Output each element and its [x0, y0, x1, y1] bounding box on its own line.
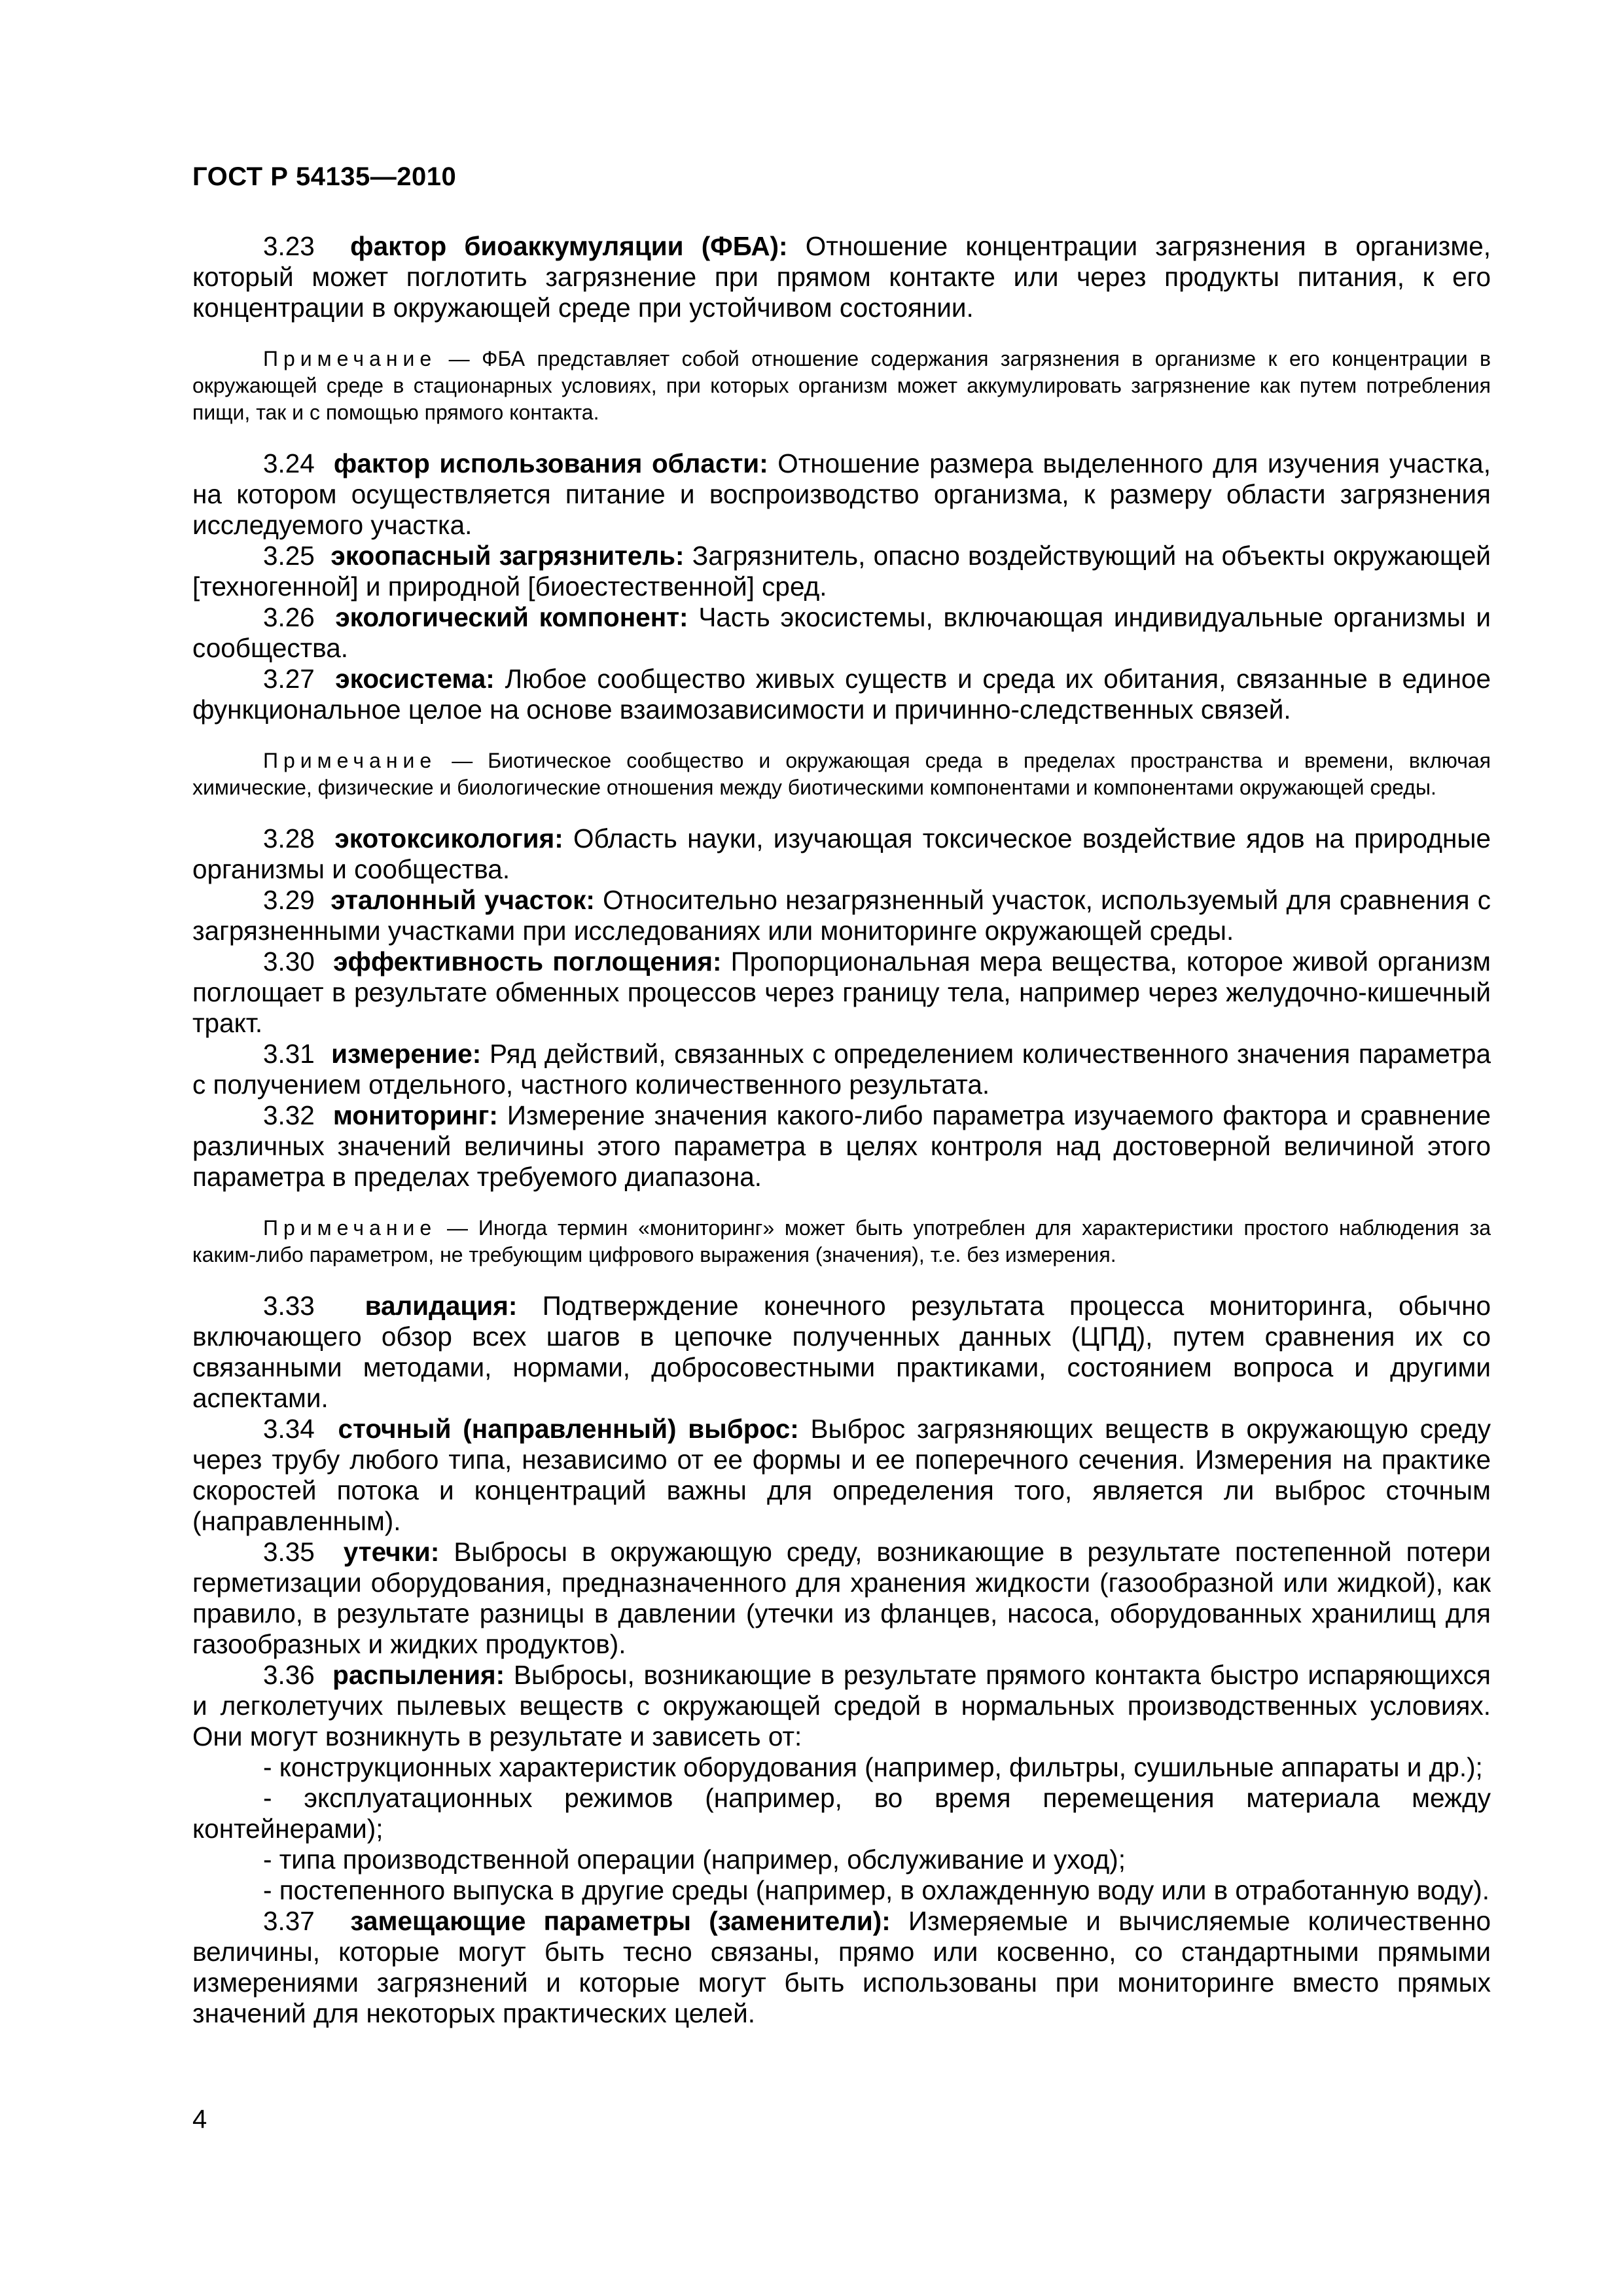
entry-number: 3.29 — [263, 885, 315, 915]
entry-3-24 — [192, 448, 1491, 541]
entry-number: 3.28 — [263, 823, 315, 853]
entry-number: 3.25 — [263, 541, 315, 571]
entry-number: 3.26 — [263, 602, 315, 632]
entry-number: 3.34 — [263, 1414, 315, 1444]
entry-term: эталонный участок: — [330, 885, 595, 915]
entry-3-31 — [192, 1039, 1491, 1100]
note-separator: — — [437, 749, 488, 772]
entry-definition: Измеряемые и вычисляемые количественно величины, которые могут быть тесно связаны, прямо или косвенно, со стандартными прямыми измерениями загрязнений и которые могут быть использованы при мониторинге вместо прямых значений для некоторых практических целей. — [192, 1906, 1491, 2028]
entry-number: 3.36 — [263, 1660, 315, 1690]
entry-3-28 — [192, 823, 1491, 885]
entry-definition: Часть экосистемы, включающая индивидуальные организмы и сообщества. — [192, 602, 1491, 663]
entry-3-25 — [192, 541, 1491, 602]
entry-3-35 — [192, 1537, 1491, 1660]
note-label: Примечание — [263, 1216, 437, 1240]
note-separator: — — [437, 347, 482, 370]
list-item: - постепенного выпуска в другие среды (например, в охлажденную воду или в отработанную воду). — [263, 1875, 1489, 1905]
standard-code: ГОСТ Р 54135—2010 — [192, 162, 457, 191]
entry-definition: Область науки, изучающая токсическое воздействие ядов на природные организмы и сообщества. — [192, 823, 1491, 884]
entry-number: 3.35 — [263, 1537, 315, 1567]
entry-definition: Загрязнитель, опасно воздействующий на объекты окружающей [техногенной] и природной [биоестественной] сред. — [192, 541, 1491, 601]
note-label: Примечание — [263, 749, 437, 772]
page-number: 4 — [192, 2105, 207, 2134]
entry-definition: Выброс загрязняющих веществ в окружающую среду через трубу любого типа, независимо от ее формы и ее поперечного сечения. Измерения на практике скоростей потока и концентраций важны для определения того, является ли выброс сточным (направленным). — [192, 1414, 1491, 1536]
entry-definition: Пропорциональная мера вещества, которое живой организм поглощает в результате обменных процессов через границу тела, например через желудочно-кишечный тракт. — [192, 946, 1491, 1038]
entry-term: фактор использования области: — [333, 448, 768, 478]
note-text: ФБА представляет собой отношение содержания загрязнения в организме к его концентрации в окружающей среде в стационарных условиях, при которых организм может аккумулировать загрязнение как путем потребления пищи, так и с помощью прямого контакта. — [192, 347, 1491, 424]
entry-number: 3.37 — [263, 1906, 315, 1936]
entry-definition: Отношение размера выделенного для изучения участка, на котором осуществляется питание и воспроизводство организма, к размеру области загрязнения исследуемого участка. — [192, 448, 1491, 540]
entry-term: экологический компонент: — [335, 602, 688, 632]
entry-3-27 — [192, 664, 1491, 725]
entry-number: 3.30 — [263, 946, 315, 977]
entry-term: эффективность поглощения: — [333, 946, 722, 977]
note-text: Биотическое сообщество и окружающая среда в пределах пространства и времени, включая химические, физические и биологические отношения между биотическими компонентами и компонентами окружающей среды. — [192, 749, 1491, 799]
note-1 — [192, 346, 1491, 426]
note-3 — [192, 1215, 1491, 1268]
entry-number: 3.23 — [263, 231, 315, 261]
entry-3-32 — [192, 1100, 1491, 1193]
list-item: - конструкционных характеристик оборудования (например, фильтры, сушильные аппараты и др.); — [263, 1752, 1483, 1782]
entry-term: утечки: — [343, 1537, 440, 1567]
note-label: Примечание — [263, 347, 437, 370]
entry-number: 3.27 — [263, 664, 315, 694]
entry-3-33 — [192, 1291, 1491, 1414]
entry-term: валидация: — [365, 1291, 518, 1321]
entry-term: распыления: — [332, 1660, 505, 1690]
entry-definition: Относительно незагрязненный участок, используемый для сравнения с загрязненными участками при исследованиях или мониторинге окружающей среды. — [192, 885, 1491, 946]
note-text: Иногда термин «мониторинг» может быть употреблен для характеристики простого наблюдения за каким-либо параметром, не требующим цифрового выражения (значения), т.е. без измерения. — [192, 1216, 1491, 1266]
page-content — [192, 231, 1491, 2029]
entry-3-23 — [192, 231, 1491, 323]
entry-definition: Выбросы в окружающую среду, возникающие в результате постепенной потери герметизации оборудования, предназначенного для хранения жидкости (газообразной или жидкой), как правило, в результате разницы в давлении (утечки из фланцев, насоса, оборудованных хранилищ для газообразных и жидких продуктов). — [192, 1537, 1491, 1659]
entry-term: фактор биоаккумуляции (ФБА): — [350, 231, 788, 261]
entry-definition: Выбросы, возникающие в результате прямого контакта быстро испаряющихся и легколетучих пылевых веществ с окружающей средой в нормальных производственных условиях. Они могут возникнуть в результате и зависеть от: — [192, 1660, 1491, 1751]
entry-term: экосистема: — [335, 664, 495, 694]
entry-3-36 — [192, 1660, 1491, 1752]
entry-definition: Подтверждение конечного результата процесса мониторинга, обычно включающего обзор всех шагов в цепочке полученных данных (ЦПД), путем сравнения их со связанными методами, нормами, добросовестными практиками, состоянием вопроса и другими аспектами. — [192, 1291, 1491, 1413]
entry-definition: Измерение значения какого-либо параметра изучаемого фактора и сравнение различных значений величины этого параметра в целях контроля над достоверной величиной этого параметра в пределах требуемого диапазона. — [192, 1100, 1491, 1192]
list-item: - типа производственной операции (например, обслуживание и уход); — [263, 1844, 1126, 1874]
entry-3-30 — [192, 946, 1491, 1039]
entry-3-34 — [192, 1414, 1491, 1537]
entry-definition: Любое сообщество живых существ и среда их обитания, связанные в единое функциональное целое на основе взаимозависимости и причинно-следственных связей. — [192, 664, 1491, 725]
note-2 — [192, 747, 1491, 801]
entry-3-37 — [192, 1906, 1491, 2029]
entry-3-29 — [192, 885, 1491, 946]
entry-definition: Отношение концентрации загрязнения в организме, который может поглотить загрязнение при прямом контакте или через продукты питания, к его концентрации в окружающей среде при устойчивом состоянии. — [192, 231, 1491, 323]
entry-number: 3.32 — [263, 1100, 315, 1130]
entry-definition: Ряд действий, связанных с определением количественного значения параметра с получением отдельного, частного количественного результата. — [192, 1039, 1491, 1100]
list-item: - эксплуатационных режимов (например, во время перемещения материала между контейнерами); — [192, 1783, 1491, 1844]
entry-term: мониторинг: — [332, 1100, 498, 1130]
entry-term: экотоксикология: — [334, 823, 563, 853]
entry-number: 3.31 — [263, 1039, 315, 1069]
entry-term: замещающие параметры (заменители): — [350, 1906, 891, 1936]
note-separator: — — [437, 1216, 478, 1240]
entry-term: сточный (направленный) выброс: — [338, 1414, 799, 1444]
entry-term: измерение: — [331, 1039, 482, 1069]
entry-3-26 — [192, 602, 1491, 664]
entry-number: 3.24 — [263, 448, 315, 478]
entry-number: 3.33 — [263, 1291, 315, 1321]
entry-term: экоопасный загрязнитель: — [330, 541, 685, 571]
